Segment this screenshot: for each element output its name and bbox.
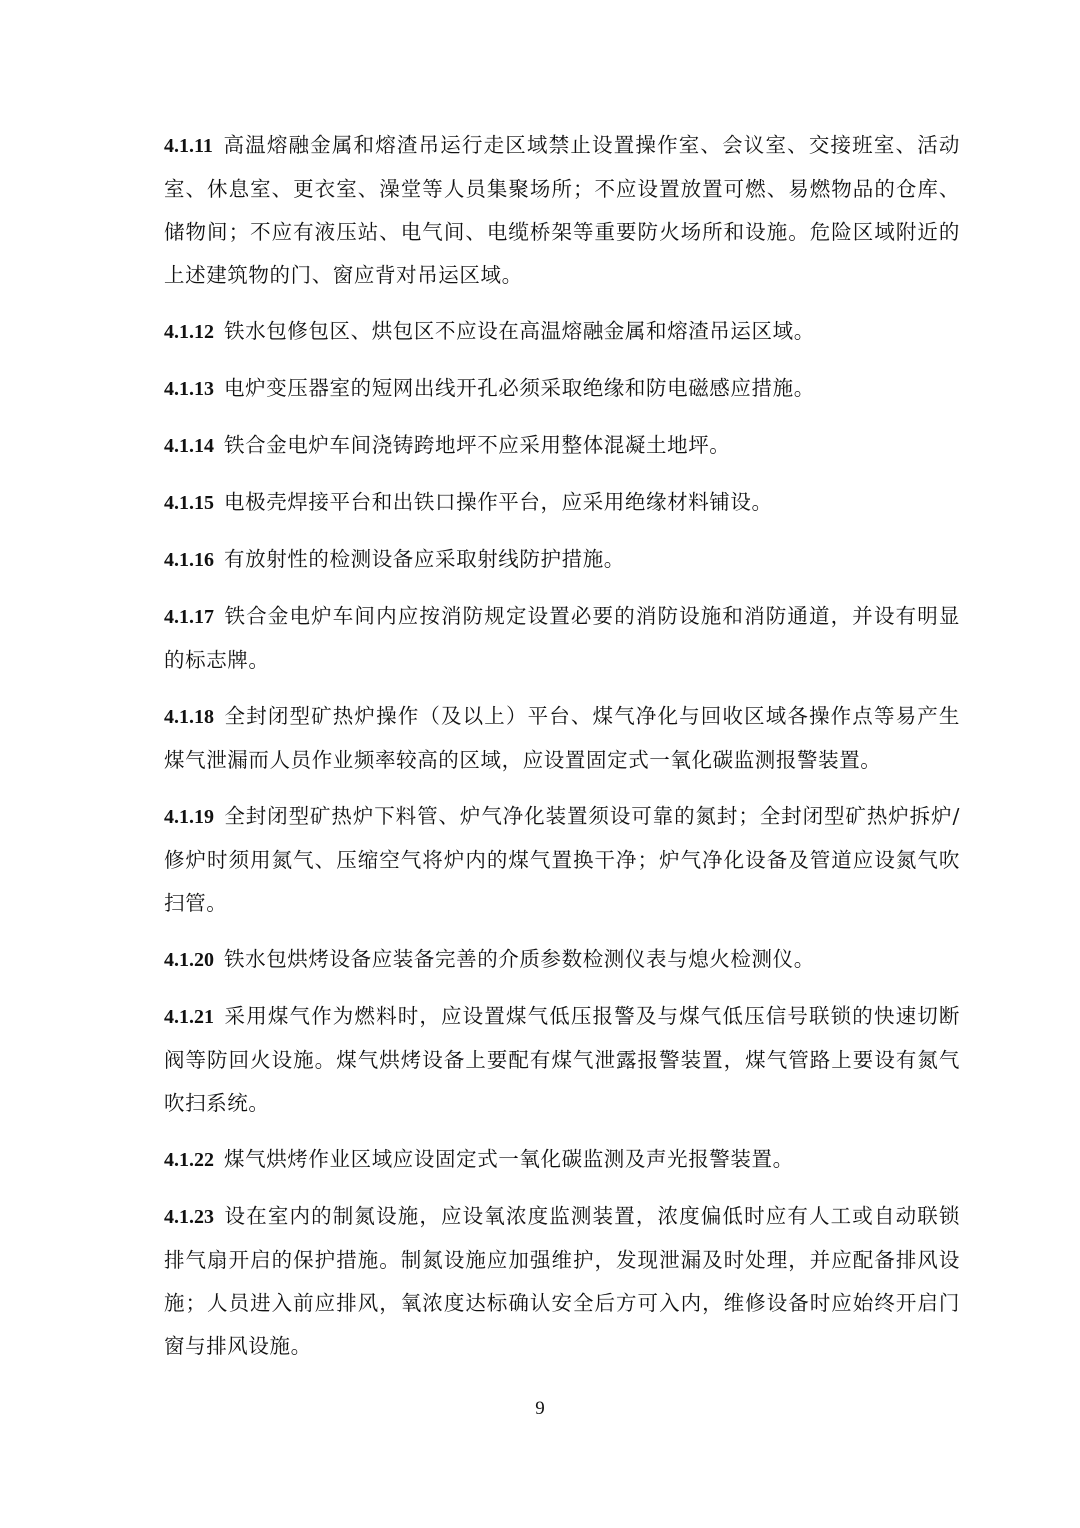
clause-text: 铁水包修包区、烘包区不应设在高温熔融金属和熔渣吊运区域。: [224, 319, 815, 343]
clause-4-1-23: [164, 1195, 960, 1368]
clause-4-1-18: [164, 695, 960, 782]
clause-number: 4.1.21: [164, 1006, 214, 1028]
clause-4-1-16: [164, 538, 960, 582]
clause-4-1-22: [164, 1138, 960, 1182]
clause-number: 4.1.12: [164, 321, 214, 343]
clause-list: [164, 124, 960, 1381]
clause-4-1-19: [164, 795, 960, 925]
clause-4-1-12: [164, 310, 960, 354]
clause-4-1-14: [164, 424, 960, 468]
clause-text: 电炉变压器室的短网出线开孔必须采取绝缘和防电磁感应措施。: [224, 376, 815, 400]
clause-number: 4.1.19: [164, 806, 214, 828]
clause-4-1-11: [164, 124, 960, 297]
clause-4-1-20: [164, 938, 960, 982]
clause-text: 设在室内的制氮设施，应设氧浓度监测装置，浓度偏低时应有人工或自动联锁排气扇开启的保护措施。制氮设施应加强维护，发现泄漏及时处理，并应配备排风设施；人员进入前应排风，氧浓度达标确认安全后方可入内，维修设备时应始终开启门窗与排风设施。: [164, 1204, 960, 1358]
page-number: 9: [535, 1398, 545, 1419]
clause-text: 铁水包烘烤设备应装备完善的介质参数检测仪表与熄火检测仪。: [224, 947, 815, 971]
clause-text: 高温熔融金属和熔渣吊运行走区域禁止设置操作室、会议室、交接班室、活动室、休息室、更衣室、澡堂等人员集聚场所；不应设置放置可燃、易燃物品的仓库、储物间；不应有液压站、电气间、电缆桥架等重要防火场所和设施。危险区域附近的上述建筑物的门、窗应背对吊运区域。: [164, 133, 960, 287]
clause-text: 煤气烘烤作业区域应设固定式一氧化碳监测及声光报警装置。: [224, 1147, 794, 1171]
clause-text: 铁合金电炉车间浇铸跨地坪不应采用整体混凝土地坪。: [224, 433, 731, 457]
clause-number: 4.1.20: [164, 949, 214, 971]
clause-number: 4.1.22: [164, 1149, 214, 1171]
clause-text: 采用煤气作为燃料时，应设置煤气低压报警及与煤气低压信号联锁的快速切断阀等防回火设施。煤气烘烤设备上要配有煤气泄露报警装置，煤气管路上要设有氮气吹扫系统。: [164, 1004, 960, 1115]
clause-number: 4.1.15: [164, 492, 214, 514]
clause-number: 4.1.18: [164, 706, 214, 728]
clause-text: 有放射性的检测设备应采取射线防护措施。: [224, 547, 625, 571]
clause-4-1-21: [164, 995, 960, 1125]
clause-text: 电极壳焊接平台和出铁口操作平台，应采用绝缘材料铺设。: [224, 490, 773, 514]
clause-4-1-13: [164, 367, 960, 411]
clause-number: 4.1.14: [164, 435, 214, 457]
clause-text: 全封闭型矿热炉下料管、炉气净化装置须设可靠的氮封；全封闭型矿热炉拆炉/修炉时须用氮气、压缩空气将炉内的煤气置换干净；炉气净化设备及管道应设氮气吹扫管。: [164, 804, 960, 915]
clause-4-1-17: [164, 595, 960, 682]
clause-text: 铁合金电炉车间内应按消防规定设置必要的消防设施和消防通道，并设有明显的标志牌。: [164, 604, 960, 672]
clause-number: 4.1.23: [164, 1206, 214, 1228]
clause-number: 4.1.13: [164, 378, 214, 400]
clause-number: 4.1.16: [164, 549, 214, 571]
clause-4-1-15: [164, 481, 960, 525]
clause-number: 4.1.11: [164, 135, 213, 157]
clause-number: 4.1.17: [164, 606, 214, 628]
clause-text: 全封闭型矿热炉操作（及以上）平台、煤气净化与回收区域各操作点等易产生煤气泄漏而人员作业频率较高的区域，应设置固定式一氧化碳监测报警装置。: [164, 704, 960, 772]
